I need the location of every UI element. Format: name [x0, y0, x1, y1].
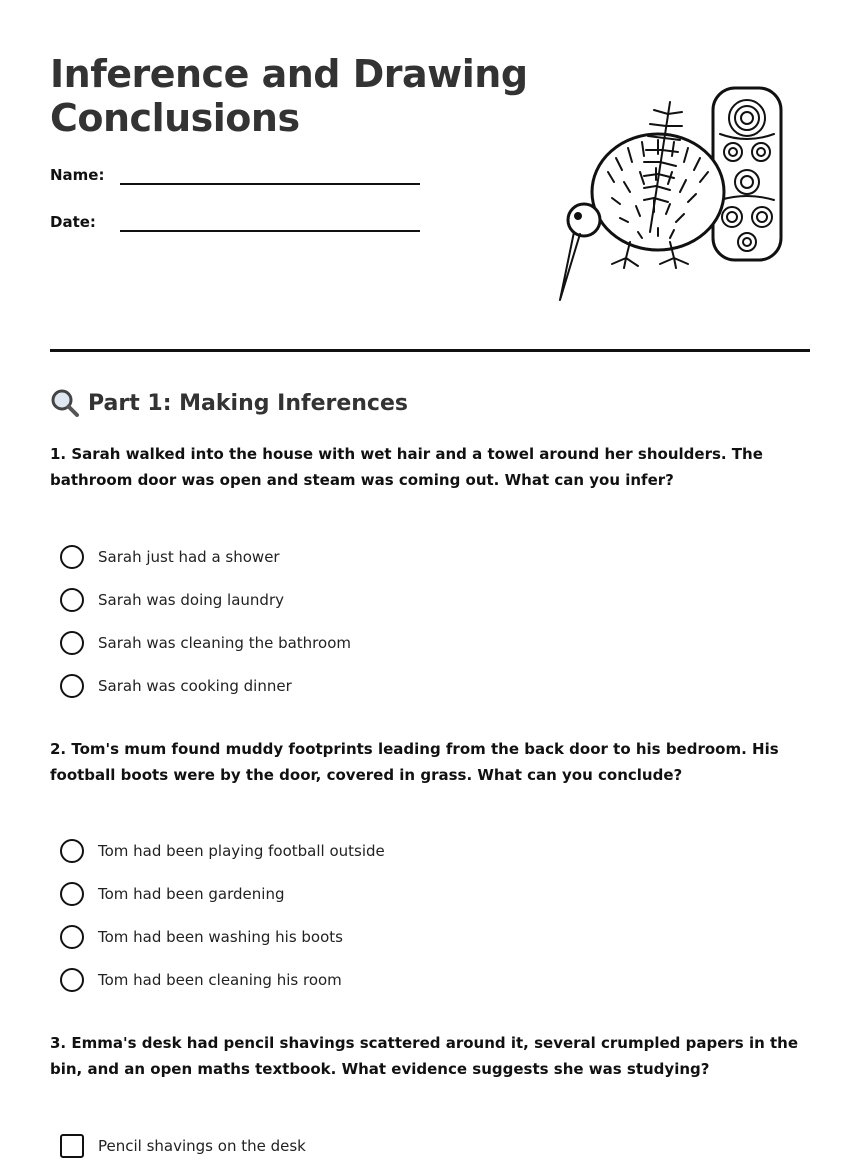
name-label: Name: — [50, 166, 105, 184]
q3-option-1[interactable]: Pencil shavings on the desk — [60, 1124, 306, 1167]
checkbox[interactable] — [60, 1134, 84, 1158]
question-3: 3. Emma's desk had pencil shavings scattered around it, several crumpled papers in the bin, and an open maths textbook. What evidence suggests she was studying? — [50, 1034, 799, 1078]
kiwi-bird-and-carving-illustration — [550, 82, 790, 307]
radio-button[interactable] — [60, 674, 84, 698]
q1-option-2[interactable]: Sarah was doing laundry — [60, 578, 351, 621]
radio-button[interactable] — [60, 839, 84, 863]
q2-option-3[interactable]: Tom had been washing his boots — [60, 915, 385, 958]
q2-option-4[interactable]: Tom had been cleaning his room — [60, 958, 385, 1001]
date-input-line[interactable] — [120, 230, 420, 232]
radio-button[interactable] — [60, 882, 84, 906]
question-1: 1. Sarah walked into the house with wet hair and a towel around her shoulders. The bathroom door was open and steam was coming out. What can you infer? — [50, 445, 763, 489]
header-divider — [50, 349, 810, 352]
q2-option-1[interactable]: Tom had been playing football outside — [60, 829, 385, 872]
radio-button[interactable] — [60, 925, 84, 949]
date-label: Date: — [50, 213, 96, 231]
q1-option-3[interactable]: Sarah was cleaning the bathroom — [60, 621, 351, 664]
q2-option-2[interactable]: Tom had been gardening — [60, 872, 385, 915]
radio-button[interactable] — [60, 588, 84, 612]
worksheet-title: Inference and Drawing Conclusions — [50, 52, 528, 140]
part1-heading: Part 1: Making Inferences — [50, 388, 408, 418]
question-2: 2. Tom's mum found muddy footprints leading from the back door to his bedroom. His football boots were by the door, covered in grass. What can you conclude? — [50, 740, 779, 784]
magnifying-glass-icon — [50, 388, 80, 418]
q1-option-1[interactable]: Sarah just had a shower — [60, 535, 351, 578]
q1-option-4[interactable]: Sarah was cooking dinner — [60, 664, 351, 707]
name-field[interactable] — [50, 166, 420, 188]
question-1-options — [60, 535, 351, 707]
radio-button[interactable] — [60, 631, 84, 655]
radio-button[interactable] — [60, 545, 84, 569]
radio-button[interactable] — [60, 968, 84, 992]
name-input-line[interactable] — [120, 183, 420, 185]
question-2-options — [60, 829, 385, 1001]
date-field[interactable] — [50, 213, 420, 235]
